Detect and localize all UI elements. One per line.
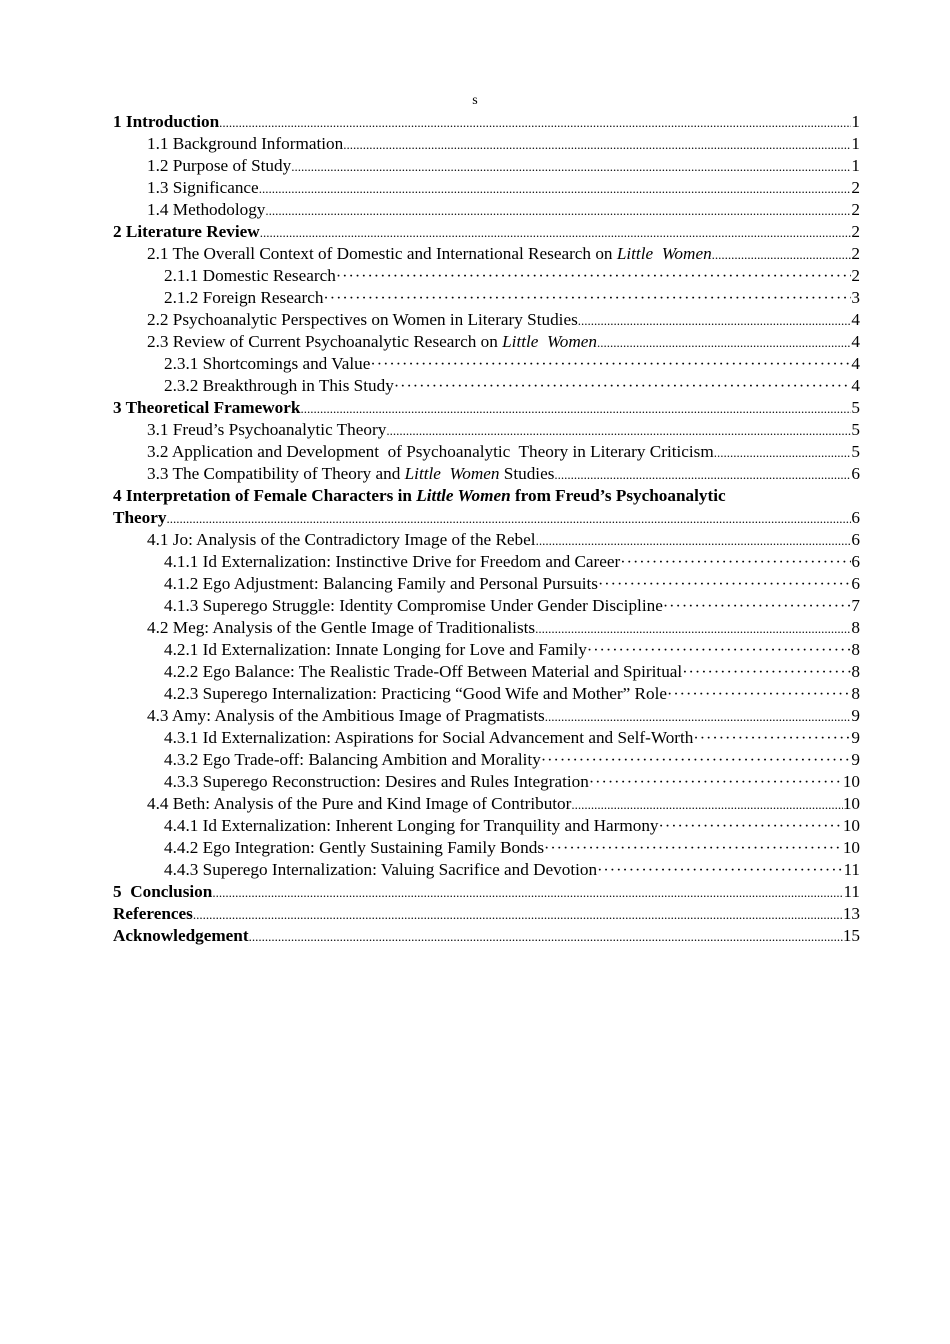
- toc-page-number: 8: [851, 662, 860, 681]
- toc-dot-leader: [219, 112, 851, 133]
- toc-entry-text: 4.4.2 Ego Integration: Gently Sustaining Family Bonds: [164, 838, 545, 857]
- toc-entry[interactable]: [113, 375, 860, 397]
- toc-entry-text: 2.1.1 Domestic Research: [164, 266, 336, 285]
- toc-entry[interactable]: [113, 287, 860, 309]
- toc-entry-label: [147, 309, 578, 331]
- toc-entry-label: [164, 727, 693, 749]
- toc-entry-text: 3.1 Freud’s Psychoanalytic Theory: [147, 420, 387, 439]
- toc-page-number: 11: [843, 860, 860, 879]
- toc-entry-italic-title: Little Women: [404, 464, 500, 483]
- toc-dot-leader: [166, 508, 851, 529]
- toc-page-number: 10: [842, 838, 860, 857]
- toc-dot-leader: [620, 552, 851, 573]
- toc-entry-italic-title: Little Women: [416, 486, 511, 505]
- toc-page-number: 8: [851, 684, 860, 703]
- toc-entry[interactable]: [113, 683, 860, 705]
- toc-entry-text: 2.1.2 Foreign Research: [164, 288, 324, 307]
- toc-entry-text: 2.1 The Overall Context of Domestic and International Research on: [147, 244, 617, 263]
- toc-entry[interactable]: [113, 573, 860, 595]
- toc-entry[interactable]: [113, 639, 860, 661]
- toc-entry[interactable]: [113, 815, 860, 837]
- toc-dot-leader: [714, 442, 852, 463]
- toc-entry-label: [164, 265, 336, 287]
- toc-entry-label: [147, 617, 535, 639]
- toc-entry-label: [147, 133, 343, 155]
- toc-entry[interactable]: [113, 309, 860, 331]
- toc-entry-label: [147, 793, 571, 815]
- toc-page-number: 5: [851, 398, 860, 417]
- toc-entry-text: 4.1.2 Ego Adjustment: Balancing Family and Personal Pursuits: [164, 574, 598, 593]
- toc-entry-label: [164, 661, 682, 683]
- toc-entry-label: [164, 353, 370, 375]
- toc-page-number: 1: [851, 134, 860, 153]
- toc-entry-label: [164, 749, 541, 771]
- toc-page-number: 10: [842, 772, 860, 791]
- toc-dot-leader: [386, 420, 851, 441]
- toc-entry-label: [113, 903, 193, 925]
- toc-dot-leader: [544, 838, 843, 859]
- toc-entry-text: 3.3 The Compatibility of Theory and: [147, 464, 405, 483]
- toc-entry-text: 4.3.2 Ego Trade-off: Balancing Ambition and Morality: [164, 750, 541, 769]
- toc-page-number: 2: [851, 222, 860, 241]
- toc-entry-label: [164, 573, 598, 595]
- toc-page-number: 11: [843, 882, 860, 901]
- toc-entry-label: [164, 859, 597, 881]
- toc-dot-leader: [667, 684, 851, 705]
- toc-entry-text: 4.2.3 Superego Internalization: Practicing “Good Wife and Mother” Role: [164, 684, 668, 703]
- toc-entry-text: 2.3.1 Shortcomings and Value: [164, 354, 371, 373]
- toc-page-number: 2: [851, 244, 860, 263]
- toc-dot-leader: [597, 332, 851, 353]
- toc-entry-label: [164, 375, 394, 397]
- toc-page-number: 9: [851, 728, 860, 747]
- toc-entry-label: [164, 771, 589, 793]
- toc-entry-text: from Freud’s Psychoanalytic: [510, 486, 726, 505]
- toc-entry[interactable]: [113, 199, 860, 221]
- toc-dot-leader: [587, 640, 852, 661]
- toc-entry-text: 4 Interpretation of Female Characters in: [113, 486, 417, 505]
- toc-entry[interactable]: [113, 881, 860, 903]
- toc-page-number: 15: [842, 926, 860, 945]
- toc-entry-label: [113, 221, 260, 243]
- toc-entry-text: 2 Literature Review: [113, 222, 260, 241]
- toc-entry[interactable]: [113, 133, 860, 155]
- toc-dot-leader: [259, 178, 852, 199]
- toc-entry-label: [164, 815, 659, 837]
- toc-dot-leader: [291, 156, 851, 177]
- toc-entry-label: [113, 925, 249, 947]
- toc-dot-leader: [578, 310, 852, 331]
- table-of-contents: [113, 111, 860, 947]
- toc-entry[interactable]: [113, 507, 860, 529]
- toc-dot-leader: [249, 926, 843, 947]
- toc-entry-text: 3 Theoretical Framework: [113, 398, 301, 417]
- toc-entry-label: [147, 199, 265, 221]
- toc-entry-label: [147, 331, 597, 353]
- toc-dot-leader: [394, 376, 852, 397]
- toc-dot-leader: [343, 134, 851, 155]
- toc-page-number: 8: [851, 618, 860, 637]
- toc-entry[interactable]: [113, 331, 860, 353]
- toc-entry[interactable]: [113, 925, 860, 947]
- toc-entry[interactable]: [113, 529, 860, 551]
- toc-entry-label: [164, 683, 667, 705]
- toc-entry-label: [113, 111, 219, 133]
- toc-entry-label: [147, 177, 259, 199]
- header-mark: s: [472, 93, 478, 108]
- toc-entry-text: 5 Conclusion: [113, 882, 213, 901]
- toc-dot-leader: [693, 728, 851, 749]
- toc-entry-label: [147, 243, 712, 265]
- toc-entry[interactable]: [113, 661, 860, 683]
- toc-entry-label: [147, 463, 554, 485]
- toc-page-number: 8: [851, 640, 860, 659]
- toc-dot-leader: [323, 288, 851, 309]
- toc-entry-label: [147, 529, 536, 551]
- toc-dot-leader: [598, 574, 851, 595]
- toc-entry-label: [147, 419, 386, 441]
- toc-entry-label: [164, 595, 663, 617]
- toc-entry-text: 4.1.1 Id Externalization: Instinctive Drive for Freedom and Career: [164, 552, 621, 571]
- toc-entry-text: 4.2.2 Ego Balance: The Realistic Trade-Off Between Material and Spiritual: [164, 662, 683, 681]
- toc-dot-leader: [712, 244, 852, 265]
- toc-entry[interactable]: [113, 353, 860, 375]
- toc-page-number: 6: [851, 552, 860, 571]
- toc-page-number: 10: [842, 816, 860, 835]
- toc-dot-leader: [260, 222, 852, 243]
- toc-dot-leader: [571, 794, 842, 815]
- toc-dot-leader: [659, 816, 843, 837]
- toc-entry-text: 1 Introduction: [113, 112, 220, 131]
- toc-entry-text: 1.1 Background Information: [147, 134, 344, 153]
- toc-entry[interactable]: [113, 177, 860, 199]
- toc-entry-text: References: [113, 904, 193, 923]
- toc-entry[interactable]: [113, 265, 860, 287]
- toc-entry-label: [164, 837, 544, 859]
- toc-page-number: 1: [851, 112, 860, 131]
- toc-entry[interactable]: [113, 243, 860, 265]
- toc-dot-leader: [682, 662, 851, 683]
- toc-page-number: 6: [851, 464, 860, 483]
- toc-entry-text: Acknowledgement: [113, 926, 249, 945]
- toc-page-number: 6: [851, 508, 860, 527]
- toc-entry[interactable]: [113, 859, 860, 881]
- toc-page-number: 9: [851, 750, 860, 769]
- toc-entry[interactable]: [113, 111, 860, 133]
- toc-dot-leader: [300, 398, 851, 419]
- toc-page-number: 9: [851, 706, 860, 725]
- toc-entry-text: 4.1.3 Superego Struggle: Identity Compromise Under Gender Discipline: [164, 596, 663, 615]
- toc-dot-leader: [663, 596, 852, 617]
- toc-entry[interactable]: [113, 903, 860, 925]
- toc-page-number: 2: [851, 266, 860, 285]
- toc-entry-label: [147, 705, 545, 727]
- toc-page-number: 13: [842, 904, 860, 923]
- toc-entry[interactable]: [113, 595, 860, 617]
- toc-entry-text: 4.3.3 Superego Reconstruction: Desires and Rules Integration: [164, 772, 589, 791]
- toc-entry[interactable]: [113, 617, 860, 639]
- toc-entry-label: [113, 881, 212, 903]
- toc-entry[interactable]: [113, 705, 860, 727]
- toc-entry-text: 4.3.1 Id Externalization: Aspirations for Social Advancement and Self-Worth: [164, 728, 694, 747]
- toc-entry-label: [164, 639, 587, 661]
- toc-page-number: 3: [851, 288, 860, 307]
- toc-entry-text: 1.4 Methodology: [147, 200, 266, 219]
- toc-dot-leader: [597, 860, 843, 881]
- toc-dot-leader: [336, 266, 852, 287]
- toc-entry[interactable]: [113, 551, 860, 573]
- toc-page-number: 2: [851, 200, 860, 219]
- toc-entry-text: 2.3 Review of Current Psychoanalytic Research on: [147, 332, 503, 351]
- toc-entry-text: 4.1 Jo: Analysis of the Contradictory Image of the Rebel: [147, 530, 536, 549]
- toc-entry-text: 2.3.2 Breakthrough in This Study: [164, 376, 394, 395]
- toc-entry[interactable]: [113, 441, 860, 463]
- toc-page-number: 1: [851, 156, 860, 175]
- toc-entry-text: 4.2.1 Id Externalization: Innate Longing for Love and Family: [164, 640, 587, 659]
- toc-page-number: 4: [851, 310, 860, 329]
- toc-entry-label: [147, 155, 291, 177]
- toc-entry[interactable]: [113, 221, 860, 243]
- toc-entry[interactable]: [113, 463, 860, 485]
- toc-entry-text: 1.2 Purpose of Study: [147, 156, 292, 175]
- toc-entry-label: [113, 397, 300, 419]
- toc-page-number: 2: [851, 178, 860, 197]
- toc-entry-text: 4.4.1 Id Externalization: Inherent Longing for Tranquility and Harmony: [164, 816, 659, 835]
- toc-dot-leader: [193, 904, 843, 925]
- toc-entry-italic-title: Little Women: [616, 244, 712, 263]
- toc-entry[interactable]: [113, 727, 860, 749]
- toc-page-number: 4: [851, 376, 860, 395]
- toc-dot-leader: [589, 772, 843, 793]
- toc-entry[interactable]: [113, 837, 860, 859]
- toc-entry-text: 4.3 Amy: Analysis of the Ambitious Image of Pragmatists: [147, 706, 545, 725]
- toc-dot-leader: [212, 882, 843, 903]
- toc-page-number: 6: [851, 530, 860, 549]
- toc-dot-leader: [541, 750, 852, 771]
- toc-entry-label: [147, 441, 714, 463]
- toc-entry[interactable]: [113, 397, 860, 419]
- toc-page-number: 6: [851, 574, 860, 593]
- toc-page-number: 4: [851, 354, 860, 373]
- toc-dot-leader: [535, 618, 851, 639]
- toc-page-number: 7: [851, 596, 860, 615]
- toc-entry-text: 4.4.3 Superego Internalization: Valuing Sacrifice and Devotion: [164, 860, 598, 879]
- toc-page-number: 5: [851, 442, 860, 461]
- toc-entry-text: 2.2 Psychoanalytic Perspectives on Women in Literary Studies: [147, 310, 578, 329]
- toc-entry-text: 4.2 Meg: Analysis of the Gentle Image of Traditionalists: [147, 618, 536, 637]
- toc-entry-text: 1.3 Significance: [147, 178, 259, 197]
- toc-entry[interactable]: [113, 749, 860, 771]
- toc-dot-leader: [554, 464, 851, 485]
- toc-entry[interactable]: [113, 419, 860, 441]
- toc-entry-label: [164, 287, 323, 309]
- toc-dot-leader: [545, 706, 852, 727]
- toc-entry-text: Studies: [499, 464, 555, 483]
- toc-entry-italic-title: Little Women: [502, 332, 597, 351]
- toc-entry-text: 4.4 Beth: Analysis of the Pure and Kind Image of Contributor: [147, 794, 572, 813]
- toc-entry-label: [164, 551, 620, 573]
- toc-entry-title-line[interactable]: [113, 485, 860, 507]
- toc-entry-text: Theory: [113, 508, 167, 527]
- toc-dot-leader: [536, 530, 852, 551]
- toc-entry[interactable]: [113, 771, 860, 793]
- toc-dot-leader: [265, 200, 851, 221]
- toc-entry[interactable]: [113, 793, 860, 815]
- toc-page-number: 5: [851, 420, 860, 439]
- toc-dot-leader: [370, 354, 851, 375]
- toc-entry-text: 3.2 Application and Development of Psychoanalytic Theory in Literary Criticism: [147, 442, 714, 461]
- toc-entry[interactable]: [113, 155, 860, 177]
- toc-page-number: 4: [851, 332, 860, 351]
- toc-entry-label: [113, 507, 166, 529]
- toc-page-number: 10: [842, 794, 860, 813]
